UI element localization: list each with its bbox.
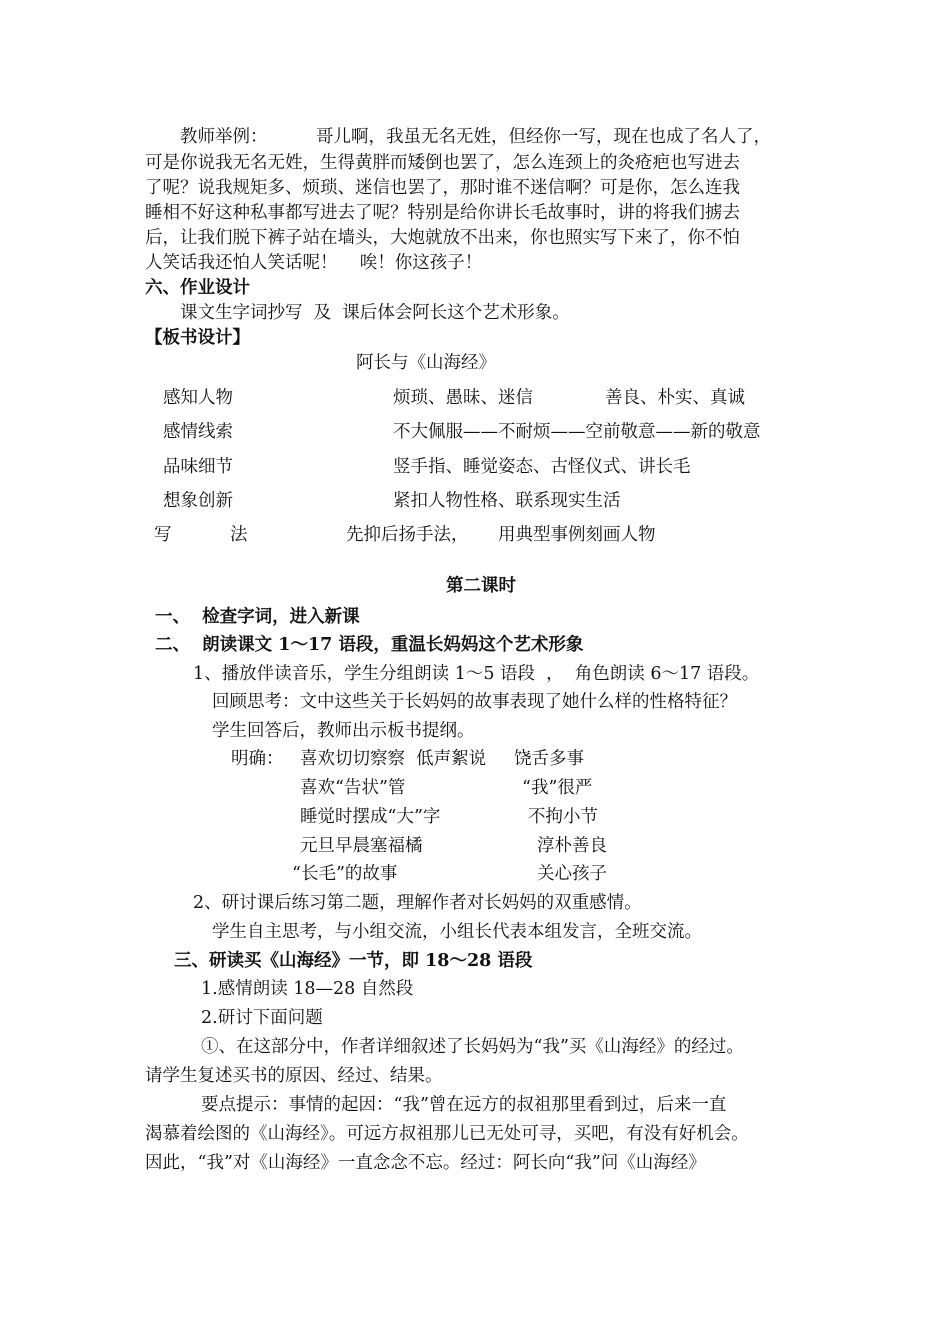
lesson2-s3-para: 因此，“我”对《山海经》一直念念不忘。经过：阿长向“我”问《山海经》 xyxy=(145,1153,706,1173)
para1-line4: 睡相不好这种私事都写进去了呢？特别是给你讲长毛故事时，讲的将我们掳去 xyxy=(145,203,740,223)
para1-label: 教师举例： xyxy=(180,127,268,147)
board-row-label: 想象创新 xyxy=(163,491,233,511)
lesson2-s2-para: 2、研讨课后练习第二题，理解作者对长妈妈的双重感情。 xyxy=(193,893,642,913)
board-row-label: 感情线索 xyxy=(163,422,233,442)
board-row-content-2: 善良、朴实、真诚 xyxy=(605,388,745,408)
para1-line5: 后，让我们脱下裤子站在墙头，大炮就放不出来，你也照实写下来了，你不怕 xyxy=(145,228,740,248)
board-row-content: 不大佩服——不耐烦——空前敬意——新的敬意 xyxy=(393,422,761,442)
lesson2-s3-para: 渴慕着绘图的《山海经》。可远方叔祖那儿已无处可寻，买吧，有没有好机会。 xyxy=(145,1124,749,1144)
lesson2-s3-para: 2.研讨下面问题 xyxy=(201,1008,323,1028)
board-row-content: 烦琐、愚昧、迷信 xyxy=(393,388,533,408)
lesson2-s2-para: 学生回答后，教师出示板书提纲。 xyxy=(212,721,475,741)
para1-line1: 哥儿啊，我虽无名无姓，但经你一写，现在也成了名人了， xyxy=(316,127,771,147)
mingque-right: 淳朴善良 xyxy=(537,836,607,856)
lesson2-s2-para: 回顾思考：文中这些关于长妈妈的故事表现了她什么样的性格特征？ xyxy=(212,692,737,712)
lesson2-s3-para: 1.感情朗读 18—28 自然段 xyxy=(201,979,414,999)
mingque-right: “我”很严 xyxy=(522,778,593,798)
board-row-content: 竖手指、睡觉姿态、古怪仪式、讲长毛 xyxy=(393,457,691,477)
board-method-label-2: 法 xyxy=(230,525,248,545)
lesson2-section-3: 三、研读买《山海经》一节，即 18～28 语段 xyxy=(174,951,533,971)
mingque-right: 饶舌多事 xyxy=(514,749,584,769)
lesson2-s3-para: ①、在这部分中，作者详细叙述了长妈妈为“我”买《山海经》的经过。 xyxy=(201,1037,744,1057)
para1-line3: 了呢？说我规矩多、烦琐、迷信也罢了，那时谁不迷信啊？可是你，怎么连我 xyxy=(145,178,740,198)
lesson2-section-1: 一、 检查字词，进入新课 xyxy=(155,607,360,627)
lesson2-s3-para: 请学生复述买书的原因、经过、结果。 xyxy=(145,1066,443,1086)
lesson2-s3-para: 要点提示：事情的起因：“我”曾在远方的叔祖那里看到过，后来一直 xyxy=(201,1095,727,1115)
lesson2-title: 第二课时 xyxy=(446,576,516,596)
mingque-left: 睡觉时摆成“大”字 xyxy=(300,807,441,827)
lesson2-s2-para: 学生自主思考，与小组交流，小组长代表本组发言，全班交流。 xyxy=(212,922,702,942)
section6-text: 课文生字词抄写 及 课后体会阿长这个艺术形象。 xyxy=(180,303,570,323)
board-row-label: 品味细节 xyxy=(163,457,233,477)
lesson2-s2-para: 1、播放伴读音乐，学生分组朗读 1～5 语段 ， 角色朗读 6～17 语段。 xyxy=(193,664,760,684)
para1-line6: 人笑话我还怕人笑话呢！ 唉！你这孩子！ xyxy=(145,253,483,273)
mingque-left: 喜欢“告状”管 xyxy=(300,778,406,798)
mingque-right: 关心孩子 xyxy=(537,864,607,884)
board-row-content: 紧扣人物性格、联系现实生活 xyxy=(393,491,621,511)
mingque-left: “长毛”的故事 xyxy=(292,864,398,884)
mingque-left: 喜欢切切察察 低声絮说 xyxy=(300,749,487,769)
board-method-1: 先抑后扬手法， xyxy=(346,525,469,545)
board-row-label: 感知人物 xyxy=(163,388,233,408)
board-method-label-1: 写 xyxy=(154,525,172,545)
lesson2-section-2: 二、 朗读课文 1～17 语段，重温长妈妈这个艺术形象 xyxy=(155,635,584,655)
mingque-right: 不拘小节 xyxy=(528,807,598,827)
section6-heading: 六、作业设计 xyxy=(145,278,250,298)
mingque-left: 元旦早晨塞福橘 xyxy=(300,836,423,856)
board-heading: 【板书设计】 xyxy=(145,328,250,348)
para1-line2: 可是你说我无名无姓，生得黄胖而矮倒也罢了，怎么连颈上的灸疮疤也写进去 xyxy=(145,153,740,173)
mingque-label: 明确： xyxy=(231,749,284,769)
board-method-2: 用典型事例刻画人物 xyxy=(498,525,656,545)
board-title: 阿长与《山海经》 xyxy=(356,353,496,373)
